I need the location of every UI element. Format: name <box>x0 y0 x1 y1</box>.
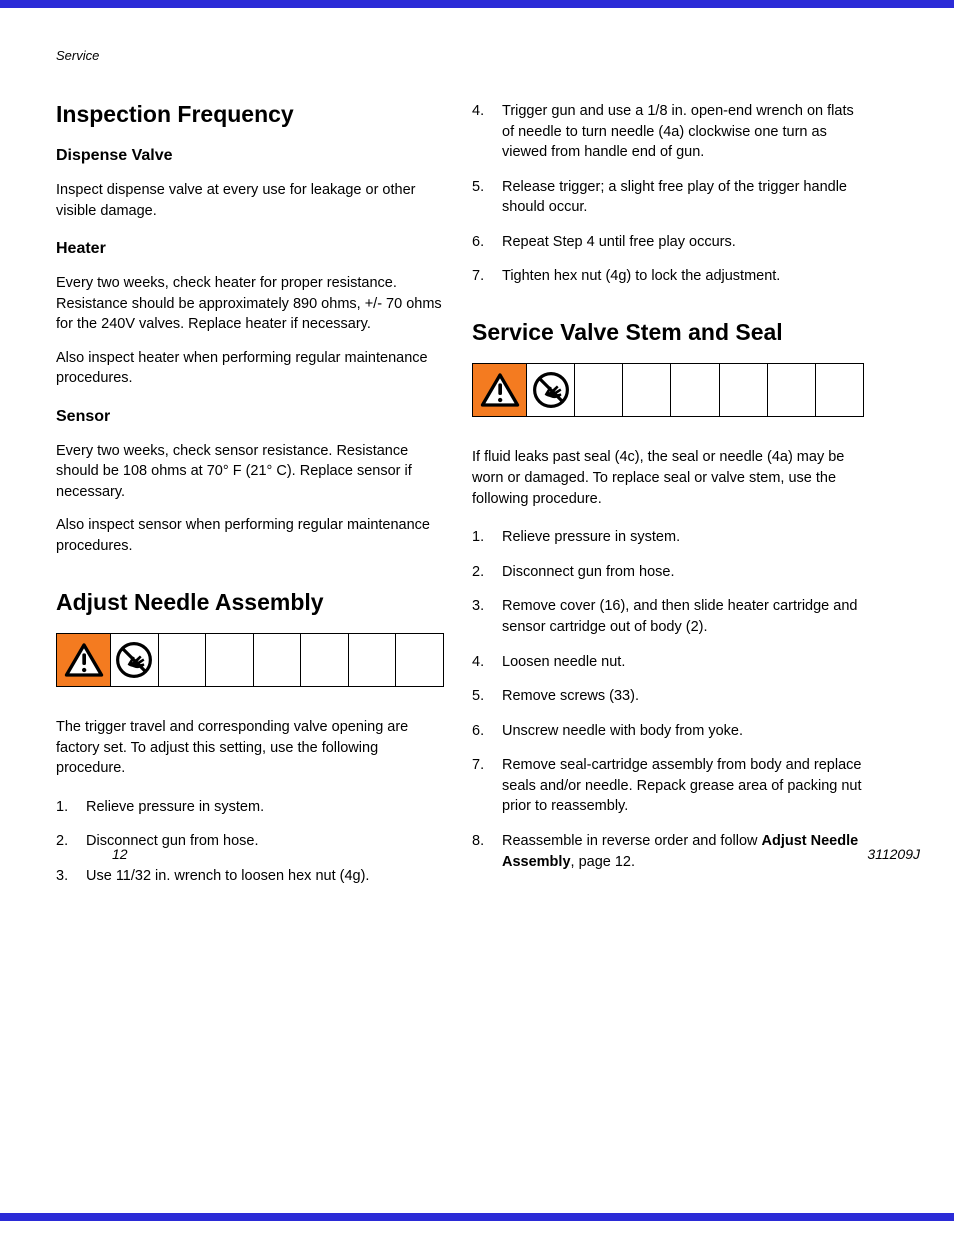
step-text: Disconnect gun from hose. <box>502 563 675 580</box>
paragraph: Inspect dispense valve at every use for leakage or other visible damage. <box>56 182 416 219</box>
step-text: Repeat Step 4 until free play occurs. <box>502 233 736 250</box>
step-number: 6. <box>472 233 485 250</box>
step-number: 2. <box>472 563 485 580</box>
list-item <box>472 652 864 673</box>
step-text-post: , page 12. <box>570 853 636 870</box>
document-number: 311209J <box>867 846 920 863</box>
list-item <box>472 266 864 287</box>
paragraph: Also inspect heater when performing regular maintenance procedures. <box>56 349 428 387</box>
bottom-accent-bar <box>0 1213 954 1221</box>
list-item <box>472 562 864 583</box>
list-item <box>472 101 864 163</box>
step-text: Trigger gun and use a 1/8 in. open-end wrench on flats of needle to turn needle (4a) clockwise one turn as viewed from handle end of gun. <box>502 103 854 161</box>
page-footer <box>112 846 920 862</box>
paragraph: If fluid leaks past seal (4c), the seal or needle (4a) may be worn or damaged. To replace seal or valve stem, use the following procedure. <box>472 449 845 507</box>
step-text-pre: Reassemble in reverse order and follow <box>502 833 762 849</box>
paragraph: Also inspect sensor when performing regular maintenance procedures. <box>56 517 430 554</box>
step-text: Remove cover (16), and then slide heater cartridge and sensor cartridge out of body (2). <box>502 598 858 635</box>
empty-warning-cell <box>206 634 254 686</box>
list-item <box>472 755 864 817</box>
top-accent-bar <box>0 0 954 8</box>
list-item <box>472 721 864 742</box>
warning-triangle-icon <box>57 634 111 686</box>
step-text: Release trigger; a slight free play of the trigger handle should occur. <box>502 178 847 216</box>
step-text: Disconnect gun from hose. <box>86 833 259 850</box>
empty-warning-cell <box>349 634 397 686</box>
step-number: 6. <box>472 722 485 739</box>
paragraph: Every two weeks, check sensor resistance. Resistance should be 108 ohms at 70° F (21° C). Replace sensor if necessary. <box>56 442 412 500</box>
list-item <box>472 596 864 637</box>
step-number: 1. <box>472 529 485 546</box>
step-number: 1. <box>56 798 69 815</box>
empty-warning-cell <box>575 364 623 416</box>
page-number: 12 <box>112 846 128 863</box>
list-item <box>472 686 864 707</box>
paragraph: Every two weeks, check heater for proper resistance. Resistance should be approximately 890 ohms, +/- 70 ohms for the 240V valves. Replace heater if necessary. <box>56 275 442 333</box>
list-item <box>56 866 444 887</box>
empty-warning-cell <box>254 634 302 686</box>
step-text: Relieve pressure in system. <box>86 798 265 815</box>
paragraph: The trigger travel and corresponding valve opening are factory set. To adjust this setting, use the following procedure. <box>56 718 409 777</box>
step-text-bold-reference: Adjust Needle Assembly <box>502 833 859 870</box>
list-item <box>472 177 864 218</box>
empty-warning-cell <box>301 634 349 686</box>
warning-triangle-icon <box>473 364 527 416</box>
step-text: Loosen needle nut. <box>502 653 626 670</box>
step-text: Relieve pressure in system. <box>502 529 681 546</box>
step-number: 5. <box>472 178 485 195</box>
subsection-title-sensor: Sensor <box>56 407 111 425</box>
step-number: 2. <box>56 833 69 850</box>
page-content <box>56 48 920 900</box>
subsection-title-heater: Heater <box>56 240 106 258</box>
right-column <box>472 101 864 886</box>
list-item <box>56 797 444 818</box>
step-number: 7. <box>472 757 485 774</box>
step-text: Tighten hex nut (4g) to lock the adjustment. <box>502 268 781 285</box>
empty-warning-cell <box>159 634 207 686</box>
empty-warning-cell <box>671 364 719 416</box>
empty-warning-cell <box>768 364 816 416</box>
section-title-adjust-needle-assembly: Adjust Needle Assembly <box>56 588 324 615</box>
no-touch-prohibition-icon <box>527 364 575 416</box>
step-number: 5. <box>472 688 485 705</box>
step-number: 4. <box>472 103 485 119</box>
section-title-inspection-frequency: Inspection Frequency <box>56 101 294 127</box>
empty-warning-cell <box>396 634 443 686</box>
list-item <box>472 527 864 548</box>
step-number: 3. <box>472 598 485 615</box>
list-item <box>472 232 864 253</box>
warning-label-strip <box>56 633 444 687</box>
two-column-layout <box>56 101 864 900</box>
left-column <box>56 101 444 900</box>
subsection-title-dispense-valve: Dispense Valve <box>56 147 173 165</box>
step-text: Unscrew needle with body from yoke. <box>502 722 743 739</box>
step-text: Remove seal-cartridge assembly from body and replace seals and/or needle. Repack grease area of packing nut prior to reassembly. <box>502 757 862 815</box>
step-number: 3. <box>56 867 69 884</box>
step-text: Remove screws (33). <box>502 688 639 705</box>
empty-warning-cell <box>816 364 863 416</box>
step-number: 7. <box>472 268 485 285</box>
step-number: 8. <box>472 833 485 849</box>
no-touch-prohibition-icon <box>111 634 159 686</box>
running-header: Service <box>56 48 100 63</box>
empty-warning-cell <box>623 364 671 416</box>
section-title-service-valve-stem-and-seal: Service Valve Stem and Seal <box>472 319 783 346</box>
step-number: 4. <box>472 653 485 670</box>
empty-warning-cell <box>720 364 768 416</box>
step-text: Use 11/32 in. wrench to loosen hex nut (4g). <box>86 867 370 884</box>
warning-label-strip <box>472 363 864 417</box>
